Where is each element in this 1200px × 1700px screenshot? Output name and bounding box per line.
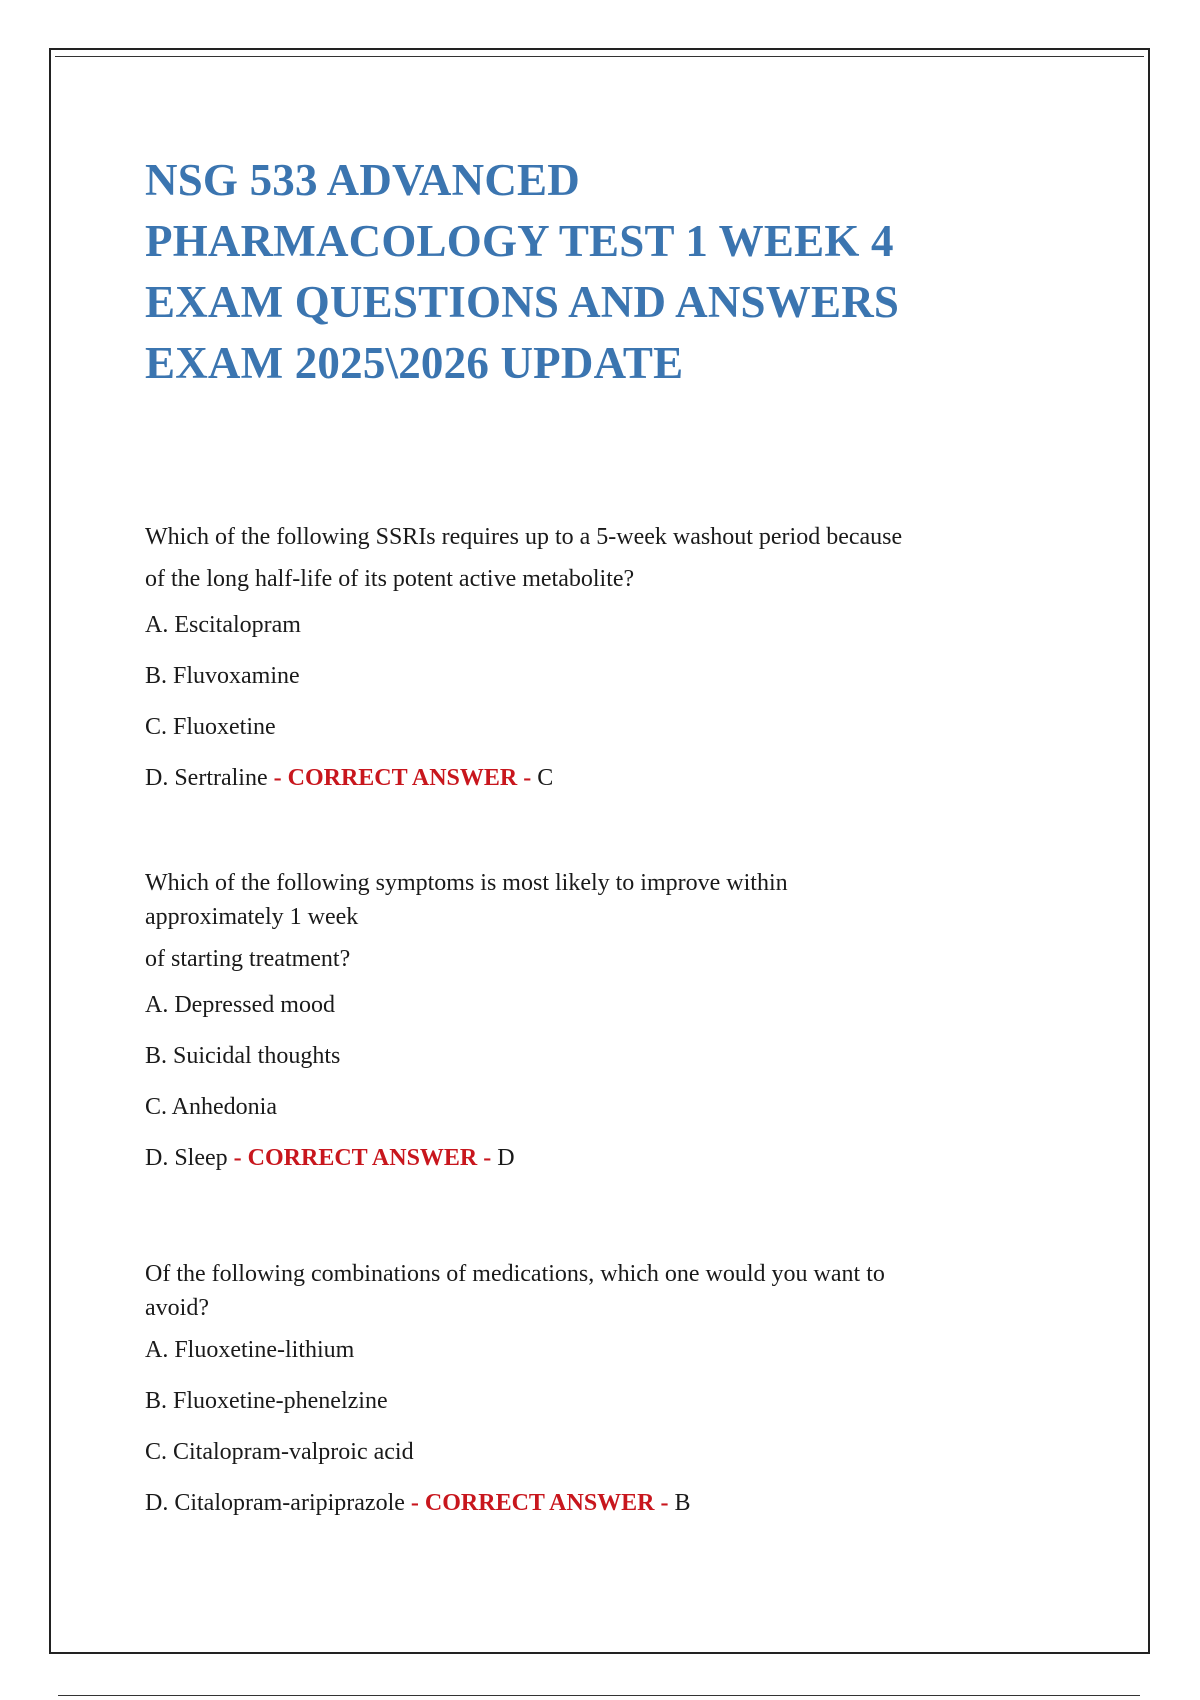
answer-option-last bbox=[145, 1133, 1065, 1184]
question-text-line: Of the following combinations of medications, which one would you want to bbox=[145, 1261, 885, 1287]
title-line: PHARMACOLOGY TEST 1 WEEK 4 bbox=[145, 216, 894, 266]
question-text-line: Which of the following symptoms is most likely to improve within bbox=[145, 870, 788, 896]
answer-option-text: D. Sertraline bbox=[145, 765, 268, 791]
answer-option: A. Depressed mood bbox=[145, 992, 335, 1018]
question-2 bbox=[145, 866, 1065, 1184]
answer-option: A. Escitalopram bbox=[145, 612, 301, 638]
question-1 bbox=[145, 516, 1065, 804]
question-text-line: of starting treatment? bbox=[145, 946, 351, 972]
correct-answer-letter: D bbox=[497, 1145, 515, 1171]
answer-option-text: D. Sleep bbox=[145, 1145, 228, 1171]
top-rule bbox=[55, 56, 1144, 57]
title-line: EXAM 2025\2026 UPDATE bbox=[145, 338, 684, 388]
question-text-line: of the long half-life of its potent active metabolite? bbox=[145, 566, 635, 592]
answer-option: B. Suicidal thoughts bbox=[145, 1043, 341, 1069]
answer-option-last bbox=[145, 753, 1065, 804]
answer-option: B. Fluvoxamine bbox=[145, 663, 300, 689]
answer-option-text: D. Citalopram-aripiprazole bbox=[145, 1490, 405, 1516]
answer-option: A. Fluoxetine-lithium bbox=[145, 1337, 355, 1363]
answer-option: C. Fluoxetine bbox=[145, 714, 276, 740]
answer-option: B. Fluoxetine-phenelzine bbox=[145, 1388, 388, 1414]
answer-option: C. Anhedonia bbox=[145, 1094, 277, 1120]
title-line: EXAM QUESTIONS AND ANSWERS bbox=[145, 277, 900, 327]
footer-rule bbox=[58, 1695, 1140, 1696]
correct-answer-letter: C bbox=[537, 765, 554, 791]
question-3 bbox=[145, 1257, 1065, 1529]
correct-answer-letter: B bbox=[674, 1490, 691, 1516]
question-text-line: Which of the following SSRIs requires up to a 5-week washout period because bbox=[145, 524, 903, 550]
correct-answer-marker: - CORRECT ANSWER - bbox=[410, 1490, 669, 1516]
answer-option: C. Citalopram-valproic acid bbox=[145, 1439, 414, 1465]
title-line: NSG 533 ADVANCED bbox=[145, 155, 580, 205]
document-title bbox=[145, 150, 1045, 394]
answer-option-last bbox=[145, 1478, 1065, 1529]
correct-answer-marker: - CORRECT ANSWER - bbox=[233, 1145, 492, 1171]
correct-answer-marker: - CORRECT ANSWER - bbox=[273, 765, 532, 791]
question-text-line: approximately 1 week bbox=[145, 904, 359, 930]
question-text-line: avoid? bbox=[145, 1295, 209, 1321]
